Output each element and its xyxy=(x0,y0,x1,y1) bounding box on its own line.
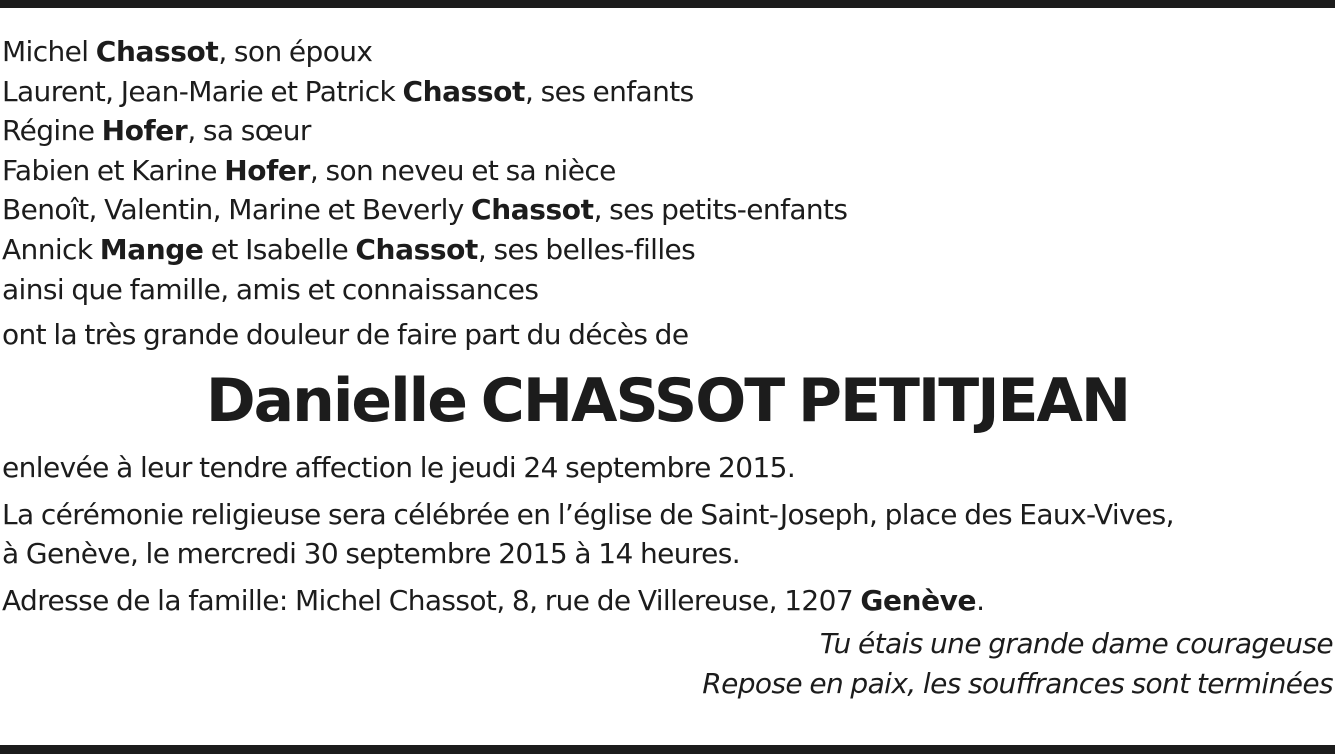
family-line-grandchildren: Benoît, Valentin, Marine et Beverly Chassot, ses petits-enfants xyxy=(2,193,848,227)
family-surname: Hofer xyxy=(224,153,310,187)
family-line-children: Laurent, Jean-Marie et Patrick Chassot, ses enfants xyxy=(2,74,694,108)
family-surname: Chassot xyxy=(471,193,594,227)
family-line-friends: ainsi que famille, amis et connaissances xyxy=(2,272,539,306)
ceremony-line-2: à Genève, le mercredi 30 septembre 2015 à 14 heures. xyxy=(2,537,741,571)
ceremony-line-1: La cérémonie religieuse sera célébrée en l’église de Saint-Joseph, place des Eaux-Vives, xyxy=(2,497,1174,531)
top-border-rule xyxy=(0,0,1335,8)
family-surname: Mange xyxy=(99,232,204,266)
family-surname: Hofer xyxy=(101,114,188,148)
obituary-notice xyxy=(2,32,1333,703)
family-list xyxy=(2,32,1333,309)
bottom-border-rule xyxy=(0,745,1335,754)
announcement-text: ont la très grande douleur de faire part du décès de xyxy=(2,318,689,352)
death-notice-text: enlevée à leur tendre affection le jeudi 24 septembre 2015. xyxy=(2,451,796,485)
family-line-sister: Régine Hofer, sa sœur xyxy=(2,114,311,148)
family-line-nephew-niece: Fabien et Karine Hofer, son neveu et sa nièce xyxy=(2,153,616,187)
closing-verse xyxy=(2,624,1333,703)
address-city: Genève xyxy=(860,583,977,617)
family-line-husband: Michel Chassot, son époux xyxy=(2,35,373,68)
verse-line-2: Repose en paix, les souffrances sont terminées xyxy=(702,666,1333,700)
family-surname: Chassot xyxy=(402,74,525,108)
family-surname: Chassot xyxy=(95,35,219,68)
family-line-daughters-in-law: Annick Mange et Isabelle Chassot, ses belles-filles xyxy=(2,232,696,266)
deceased-name: Danielle CHASSOT PETITJEAN xyxy=(205,366,1130,437)
verse-line-1: Tu étais une grande dame courageuse xyxy=(819,627,1333,661)
family-address: Adresse de la famille: Michel Chassot, 8, rue de Villereuse, 1207 Genève. xyxy=(2,583,985,617)
ceremony-details xyxy=(2,495,1333,574)
family-surname: Chassot xyxy=(355,232,478,266)
